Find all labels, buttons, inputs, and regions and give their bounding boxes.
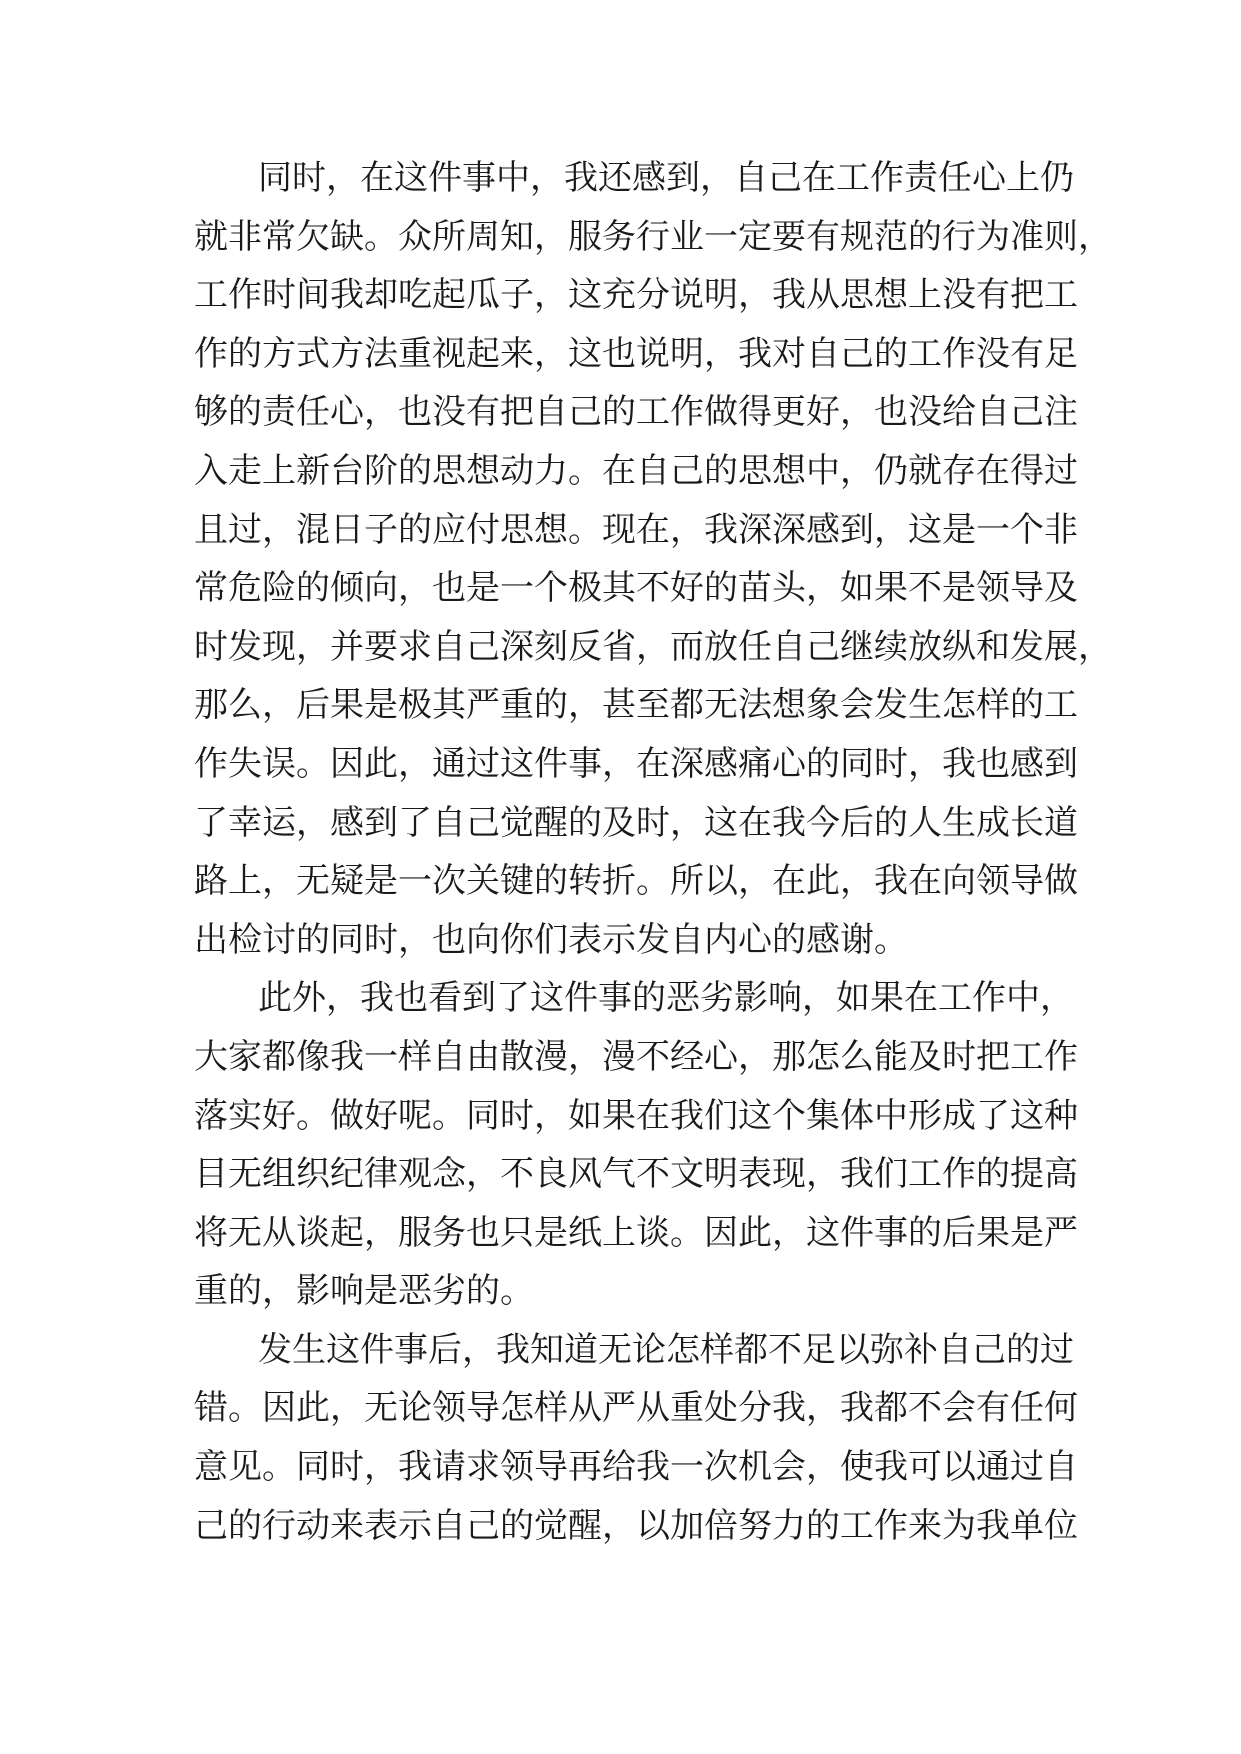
text-line: 作的方式方法重视起来，这也说明，我对自己的工作没有足	[194, 333, 1078, 374]
text-line: 就非常欠缺。众所周知，服务行业一定要有规范的行为准则，	[194, 216, 1112, 257]
paragraph-3	[194, 1329, 1078, 1564]
text-line: 重的，影响是恶劣的。	[194, 1271, 534, 1312]
text-line: 出检讨的同时，也向你们表示发自内心的感谢。	[194, 919, 908, 960]
text-line: 落实好。做好呢。同时，如果在我们这个集体中形成了这种	[194, 1095, 1078, 1136]
text-line: 己的行动来表示自己的觉醒，以加倍努力的工作来为我单位	[194, 1505, 1078, 1546]
text-line: 时发现，并要求自己深刻反省，而放任自己继续放纵和发展，	[194, 626, 1112, 667]
text-line: 大家都像我一样自由散漫，漫不经心，那怎么能及时把工作	[194, 1036, 1078, 1077]
paragraph-2	[194, 978, 1078, 1330]
text-line: 入走上新台阶的思想动力。在自己的思想中，仍就存在得过	[194, 450, 1078, 491]
text-line: 够的责任心，也没有把自己的工作做得更好，也没给自己注	[194, 392, 1078, 433]
text-line: 意见。同时，我请求领导再给我一次机会，使我可以通过自	[194, 1447, 1078, 1488]
text-line: 路上，无疑是一次关键的转折。所以，在此，我在向领导做	[194, 861, 1078, 902]
text-line: 那么，后果是极其严重的，甚至都无法想象会发生怎样的工	[194, 685, 1078, 726]
text-line: 常危险的倾向，也是一个极其不好的苗头，如果不是领导及	[194, 568, 1078, 609]
text-line: 作失误。因此，通过这件事，在深感痛心的同时，我也感到	[194, 743, 1078, 784]
text-line: 目无组织纪律观念，不良风气不文明表现，我们工作的提高	[194, 1154, 1078, 1195]
paragraph-1	[194, 158, 1112, 978]
document-body	[194, 158, 1112, 1564]
text-line: 此外，我也看到了这件事的恶劣影响，如果在工作中，	[258, 978, 1074, 1019]
text-line: 将无从谈起，服务也只是纸上谈。因此，这件事的后果是严	[194, 1212, 1078, 1253]
text-line: 错。因此，无论领导怎样从严从重处分我，我都不会有任何	[194, 1388, 1078, 1429]
text-line: 且过，混日子的应付思想。现在，我深深感到，这是一个非	[194, 509, 1078, 550]
text-line: 发生这件事后，我知道无论怎样都不足以弥补自己的过	[258, 1329, 1074, 1370]
text-line: 了幸运，感到了自己觉醒的及时，这在我今后的人生成长道	[194, 802, 1078, 843]
text-line: 工作时间我却吃起瓜子，这充分说明，我从思想上没有把工	[194, 275, 1078, 316]
text-line: 同时，在这件事中，我还感到，自己在工作责任心上仍	[258, 158, 1074, 198]
